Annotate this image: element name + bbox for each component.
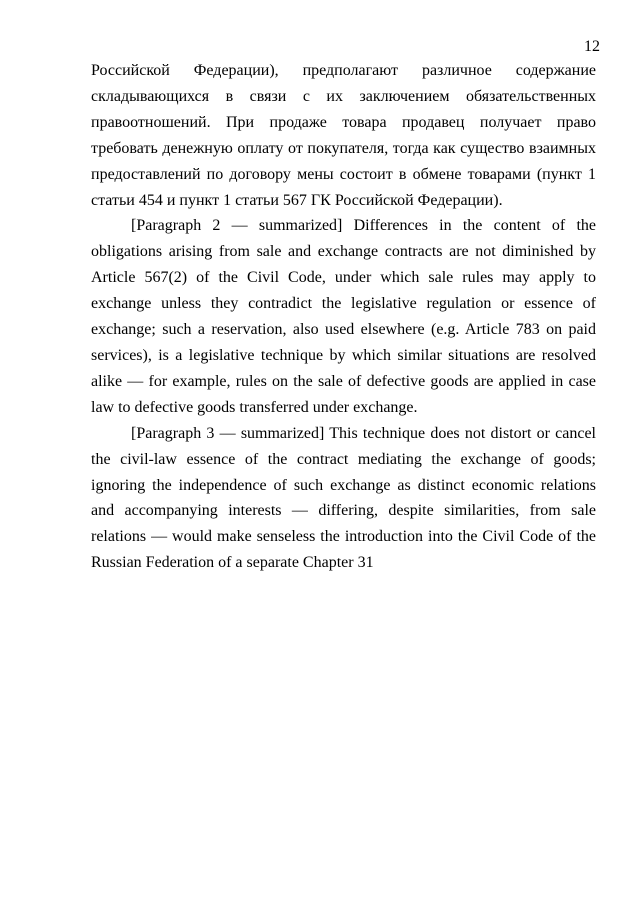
body-text bbox=[91, 58, 596, 576]
paragraph-1: Российской Федерации), предполагают различное содержание складывающихся в связи с их заключением обязательственных правоотношений. При продаже товара продавец получает право требовать денежную оплату от покупателя, тогда как существо взаимных предоставлений по договору мены состоит в обмене товарами (пункт 1 статьи 454 и пункт 1 статьи 567 ГК Российской Федерации). bbox=[91, 62, 596, 209]
page-number: 12 bbox=[584, 38, 600, 55]
paragraph-2: [Paragraph 2 — summarized] Differences in the content of the obligations arising from sale and exchange contracts are not diminished by Article 567(2) of the Civil Code, under which sale rules may apply to exchange unless they contradict the legislative regulation or essence of exchange; such a reservation, also used elsewhere (e.g. Article 783 on paid services), is a legislative technique by which similar situations are resolved alike — for example, rules on the sale of defective goods are applied in case law to defective goods transferred under exchange. bbox=[91, 217, 596, 416]
paragraph-3: [Paragraph 3 — summarized] This technique does not distort or cancel the civil-law essence of the contract mediating the exchange of goods; ignoring the independence of such exchange as distinct economic relations and accompanying interests — differing, despite similarities, from sale relations — would make senseless the introduction into the Civil Code of the Russian Federation of a separate Chapter 31 bbox=[91, 424, 596, 572]
